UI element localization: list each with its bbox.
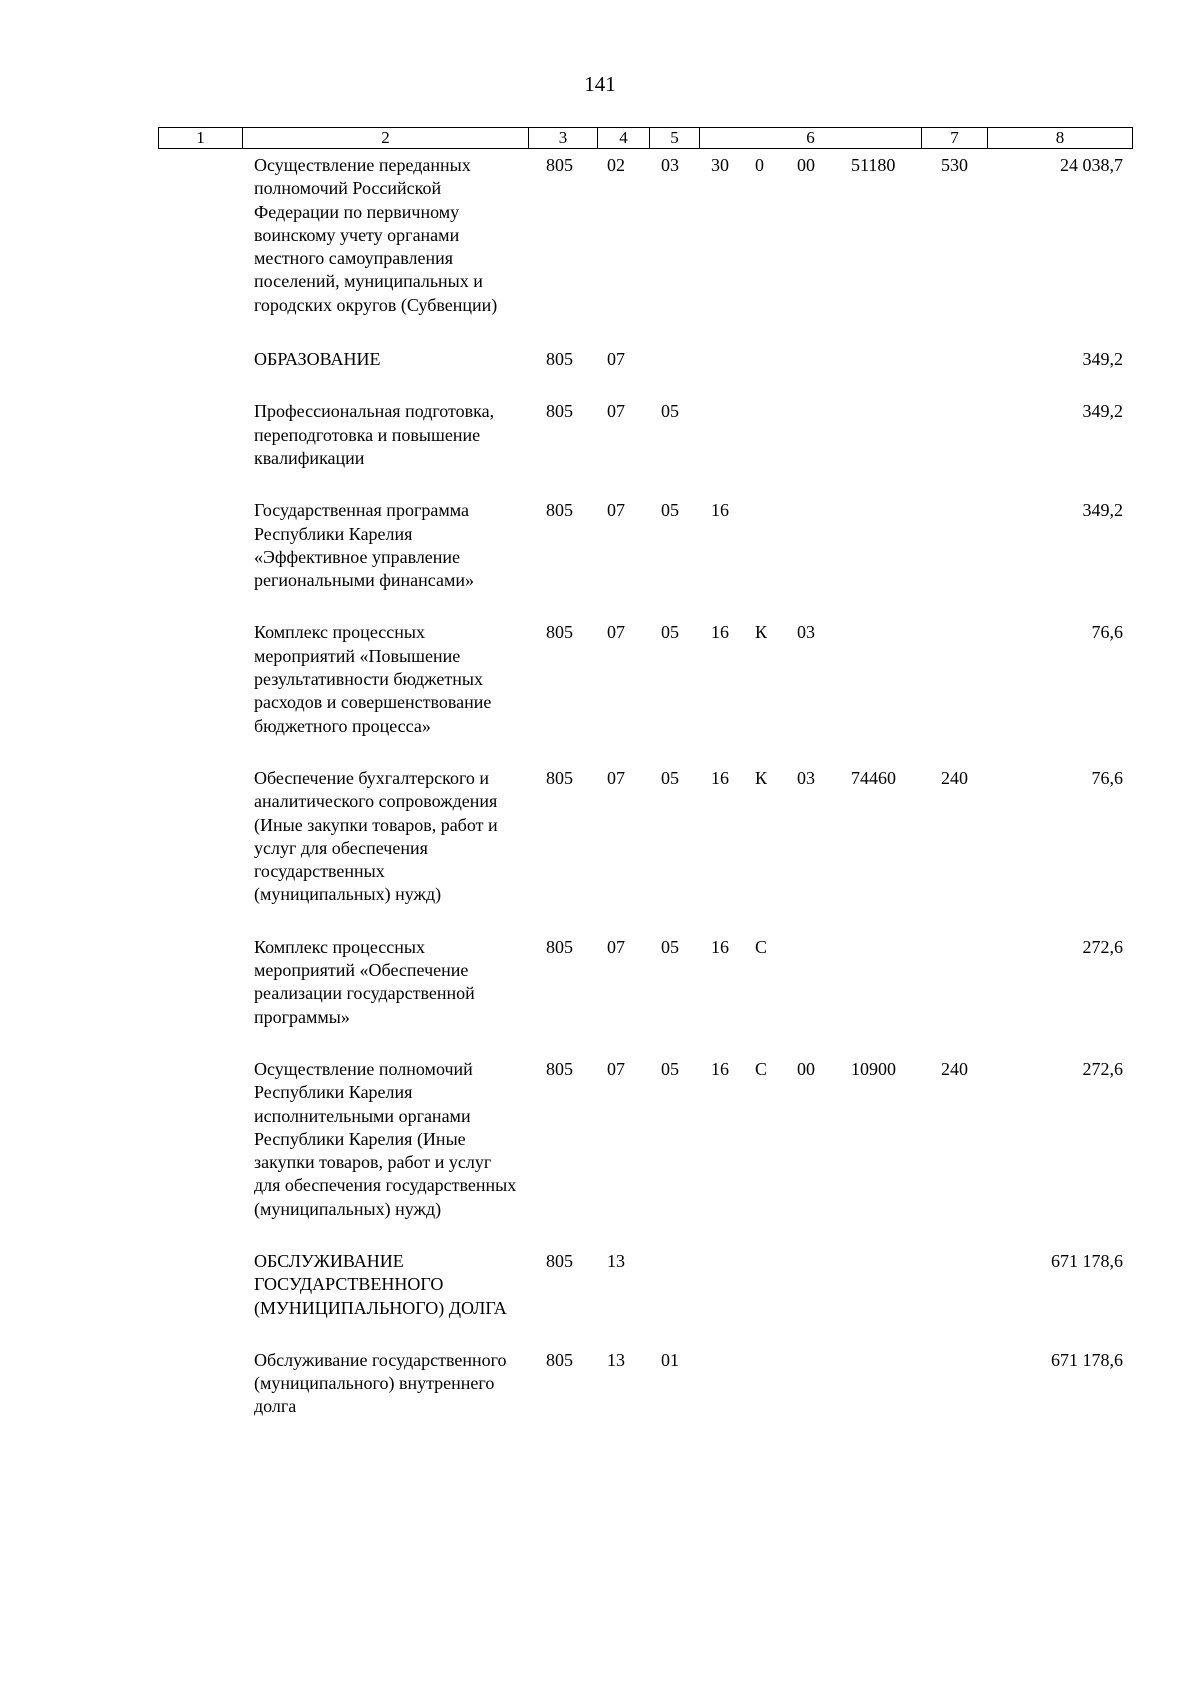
row-col-8: 349,2 [1082,500,1123,521]
row-col-4: 02 [607,155,625,175]
row-col-5: 05 [661,622,679,643]
row-col-5: 01 [661,1349,679,1370]
row-col-4: 07 [607,622,625,643]
row-col-6a: 30 [711,155,729,175]
row-col-3: 805 [546,1349,573,1370]
row-col-4: 07 [607,936,625,957]
row-col-7: 240 [941,1058,968,1079]
table-row [0,499,1200,592]
row-description: ОБРАЗОВАНИЕ [254,349,381,370]
row-col-3: 805 [546,622,573,643]
row-col-6a: 16 [711,767,729,788]
row-col-8: 349,2 [1082,349,1123,370]
page-number: 141 [584,72,616,96]
row-col-8: 24 038,7 [1060,155,1123,175]
row-col-8: 671 178,6 [1051,1349,1123,1370]
header-col-2: 2 [242,127,529,149]
row-col-4: 13 [607,1349,625,1370]
row-col-4: 07 [607,500,625,521]
table-row [0,621,1200,737]
row-col-6b: С [755,936,768,957]
row-col-6c: 03 [797,767,815,788]
table-body [0,152,1200,1419]
row-description: Обслуживание государственного (муниципального) внутреннего долга [254,1349,507,1417]
header-col-7: 7 [921,127,988,149]
row-col-3: 805 [546,155,573,175]
row-col-8: 671 178,6 [1051,1250,1123,1271]
header-col-6: 6 [699,127,922,149]
table-row [0,1250,1200,1320]
header-col-1: 1 [158,127,243,149]
row-description: Комплекс процессных мероприятий «Обеспечение реализации государственной программы» [254,936,475,1027]
row-col-6b: К [755,767,768,788]
row-col-6b: 0 [755,155,764,175]
row-col-7: 530 [941,155,968,175]
row-col-3: 805 [546,936,573,957]
row-col-6b: К [755,622,768,643]
row-col-5: 05 [661,401,679,422]
header-col-4: 4 [597,127,650,149]
row-col-5: 05 [661,1058,679,1079]
row-col-4: 07 [607,767,625,788]
row-col-4: 07 [607,401,625,422]
row-description: ОБСЛУЖИВАНИЕ ГОСУДАРСТВЕННОГО (МУНИЦИПАЛЬНОГО) ДОЛГА [254,1250,507,1318]
row-col-6c: 00 [797,155,815,175]
row-description: Осуществление полномочий Республики Карелия исполнительными органами Республики Карелия (Иные закупки товаров, работ и услуг для обеспечения государственных (муниципальных) нужд) [254,1058,517,1219]
row-col-6a: 16 [711,1058,729,1079]
row-col-6d: 74460 [851,767,896,788]
table-row [0,348,1200,371]
header-col-8: 8 [987,127,1133,149]
row-col-6a: 16 [711,936,729,957]
row-col-6d: 51180 [851,155,896,175]
row-col-5: 05 [661,500,679,521]
table-row [0,400,1200,470]
row-col-3: 805 [546,767,573,788]
row-col-5: 05 [661,767,679,788]
row-col-5: 05 [661,936,679,957]
row-col-6b: С [755,1058,768,1079]
row-col-5: 03 [661,155,679,175]
table-row [0,936,1200,1029]
row-col-4: 07 [607,349,625,370]
row-description: Осуществление переданных полномочий Российской Федерации по первичному воинскому учету органами местного самоуправления поселений, муниципальных и городских округов (Субвенции) [254,155,498,315]
row-col-6a: 16 [711,622,729,643]
row-col-4: 13 [607,1250,625,1271]
row-col-8: 272,6 [1082,1058,1123,1079]
row-col-6c: 00 [797,1058,815,1079]
header-col-3: 3 [528,127,598,149]
row-col-6d: 10900 [851,1058,896,1079]
table-row [0,1058,1200,1221]
row-col-8: 76,6 [1091,767,1123,788]
row-col-8: 76,6 [1091,622,1123,643]
row-col-6c: 03 [797,622,815,643]
row-col-3: 805 [546,500,573,521]
table-row [0,154,1200,317]
row-col-4: 07 [607,1058,625,1079]
row-description: Комплекс процессных мероприятий «Повышение результативности бюджетных расходов и совершенствование бюджетного процесса» [254,622,492,736]
row-col-3: 805 [546,349,573,370]
row-col-8: 349,2 [1082,401,1123,422]
row-col-6a: 16 [711,500,729,521]
row-description: Обеспечение бухгалтерского и аналитического сопровождения (Иные закупки товаров, работ и услуг для обеспечения государственных (муниципальных) нужд) [254,767,498,905]
row-col-3: 805 [546,401,573,422]
header-col-5: 5 [649,127,700,149]
row-col-7: 240 [941,767,968,788]
table-row [0,767,1200,907]
table-row [0,1349,1200,1419]
row-col-3: 805 [546,1250,573,1271]
row-description: Государственная программа Республики Карелия «Эффективное управление региональными финансами» [254,500,474,591]
row-col-8: 272,6 [1082,936,1123,957]
table-header [158,127,1133,151]
row-description: Профессиональная подготовка, переподготовка и повышение квалификации [254,401,495,468]
row-col-3: 805 [546,1058,573,1079]
